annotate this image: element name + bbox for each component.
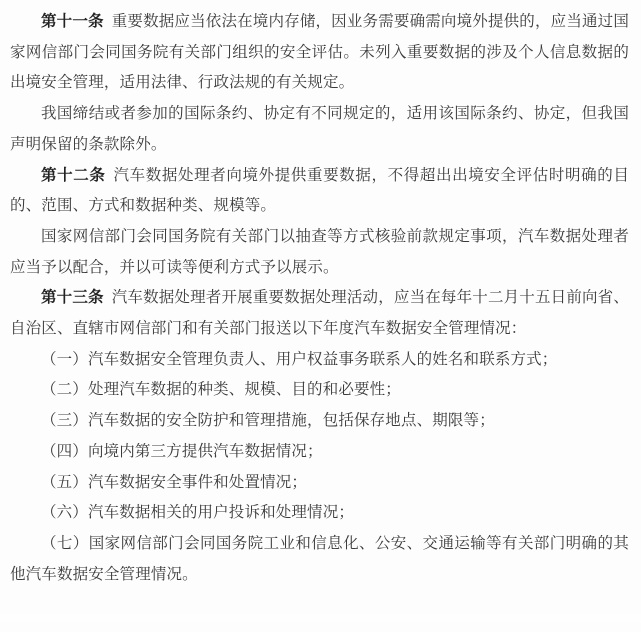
article-13-number: 第十三条 — [41, 288, 104, 307]
page-cutoff-fade — [0, 610, 641, 632]
article-13-text: 汽车数据处理者开展重要数据处理活动，应当在每年十二月十五日前向省、自治区、直辖市网信部门和有关部门报送以下年度汽车数据安全管理情况： — [10, 288, 630, 338]
article-12-paragraph — [10, 160, 629, 221]
article-13-item-5: （五）汽车数据安全事件和处置情况； — [41, 472, 308, 491]
article-12-text: 汽车数据处理者向境外提供重要数据，不得超出出境安全评估时明确的目的、范围、方式和数据种类、规模等。 — [10, 165, 629, 215]
article-13-item-6: （六）汽车数据相关的用户投诉和处理情况； — [41, 503, 355, 522]
article-13-item-1: （一）汽车数据安全管理负责人、用户权益事务联系人的姓名和联系方式； — [41, 349, 558, 368]
article-13-item-4: （四）向境内第三方提供汽车数据情况； — [41, 441, 323, 460]
article-11-paragraph-2: 我国缔结或者参加的国际条约、协定有不同规定的，适用该国际条约、协定，但我国声明保留的条款除外。 — [10, 104, 629, 153]
article-11-number: 第十一条 — [41, 12, 104, 30]
article-12-number: 第十二条 — [41, 165, 106, 184]
article-13-item-3: （三）汽车数据的安全防护和管理措施，包括保存地点、期限等； — [41, 411, 495, 430]
article-12-paragraph-2: 国家网信部门会同国务院有关部门以抽查等方式核验前款规定事项，汽车数据处理者应当予以配合，并以可读等便利方式予以展示。 — [10, 226, 629, 276]
article-13-item-7: （七）国家网信部门会同国务院工业和信息化、公安、交通运输等有关部门明确的其他汽车数据安全管理情况。 — [10, 533, 629, 583]
article-13-item-2: （二）处理汽车数据的种类、规模、目的和必要性； — [41, 380, 401, 399]
article-11-paragraph — [10, 6, 629, 98]
article-13-paragraph — [10, 282, 629, 343]
article-11-text: 重要数据应当依法在境内存储，因业务需要确需向境外提供的，应当通过国家网信部门会同国务院有关部门组织的安全评估。未列入重要数据的涉及个人信息数据的出境安全管理，适用法律、行政法规的有关规定。 — [10, 12, 630, 92]
